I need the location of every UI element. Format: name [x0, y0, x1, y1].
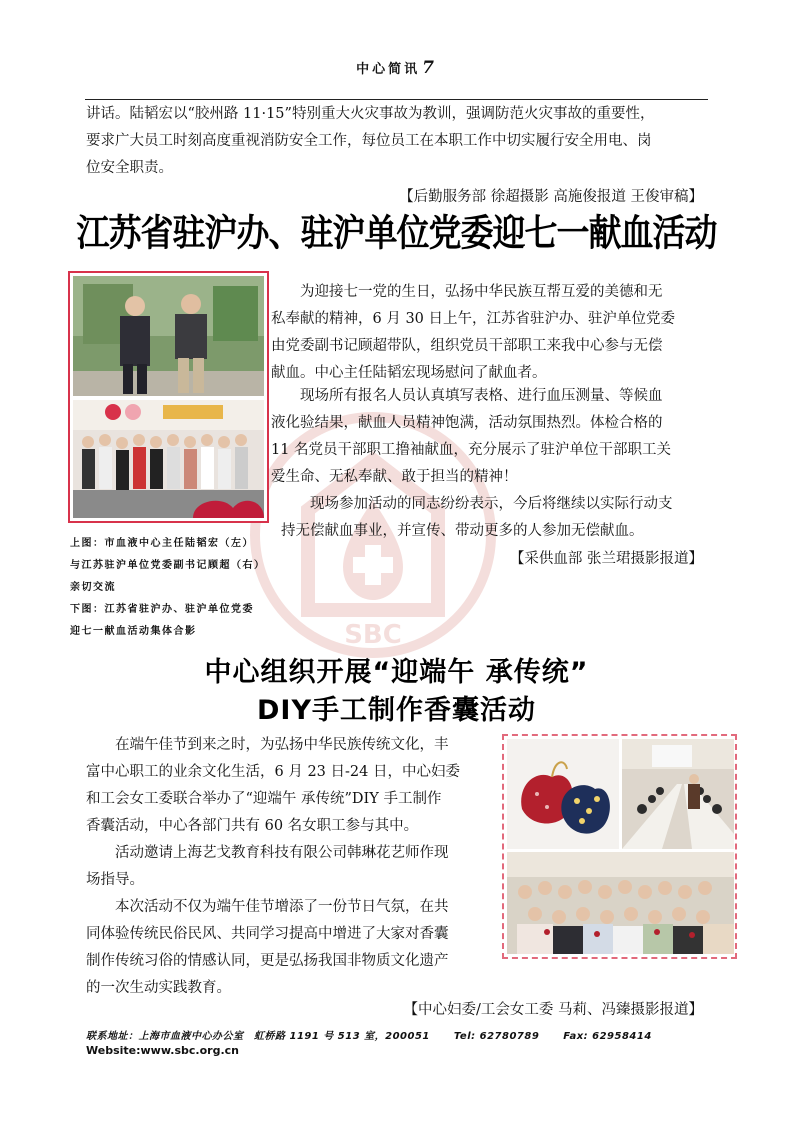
article3-line: 香囊活动，中心各部门共有 60 名女职工参与其中。 — [86, 818, 419, 834]
article3-paragraph-2 — [86, 840, 495, 894]
article3-paragraph-1 — [86, 732, 495, 840]
article3-line: 和工会女工委联合举办了“迎端午 承传统”DIY 手工制作 — [86, 791, 442, 807]
watermark-text: SBC — [344, 620, 402, 650]
caption-line: 亲切交流 — [70, 582, 116, 593]
article1-line: 要求广大员工时刻高度重视消防安全工作，每位员工在本职工作中切实履行安全用电、岗 — [86, 133, 652, 149]
article3-line: 同体验传统民俗民风、共同学习提高中增进了大家对香囊 — [86, 926, 449, 942]
group-photo — [73, 400, 264, 518]
article1-text — [86, 101, 708, 182]
page-header — [0, 58, 793, 78]
article2-line: 献血。中心主任陆韬宏现场慰问了献血者。 — [271, 365, 547, 381]
article3-title-line-1: 中心组织开展“迎端午 承传统” — [204, 657, 589, 688]
footer-fax: Fax: 62958414 — [563, 1031, 652, 1042]
article2-paragraph-2 — [271, 383, 707, 491]
footer-contact — [86, 1027, 676, 1042]
article2-line: 爱生命、无私奉献、敢于担当的精神！ — [271, 469, 518, 485]
article2-paragraph-3 — [281, 491, 707, 545]
article2-title: 江苏省驻沪办、驻沪单位党委迎七一献血活动 — [76, 210, 717, 255]
article3-line: 在端午佳节到来之时，为弘扬中华民族传统文化，丰 — [115, 737, 449, 753]
article2-line: 现场所有报名人员认真填写表格、进行血压测量、等候血 — [300, 388, 663, 404]
article2-photo-caption — [70, 533, 270, 643]
group-sachet-photo — [507, 852, 734, 954]
meeting-photo — [73, 276, 264, 396]
caption-line: 上图：市血液中心主任陆韬宏（左） — [70, 538, 254, 549]
article2-line: 为迎接七一党的生日，弘扬中华民族互帮互爱的美德和无 — [300, 284, 663, 300]
header-title: 中心简讯 — [356, 62, 421, 77]
article1-line: 位安全职责。 — [86, 160, 173, 176]
article2-line: 液化验结果，献血人员精神饱满，活动氛围热烈。体检合格的 — [271, 415, 663, 431]
article3-line: 本次活动不仅为端午佳节增添了一份节日气氛，在共 — [115, 899, 449, 915]
article3-photo-collage — [502, 734, 737, 959]
article3-title-line-2: DIY手工制作香囊活动 — [256, 695, 536, 726]
workshop-photo — [622, 739, 734, 849]
article3-paragraph-3 — [86, 894, 495, 1002]
article3-line: 的一次生动实践教育。 — [86, 980, 231, 996]
article2-line: 由党委副书记顾超带队，组织党员干部职工来我中心参与无偿 — [271, 338, 663, 354]
article2-line: 持无偿献血事业，并宣传、带动更多的人参加无偿献血。 — [281, 523, 644, 539]
footer-tel: Tel: 62780789 — [453, 1031, 540, 1042]
header-divider — [85, 99, 708, 100]
article3-line: 场指导。 — [86, 872, 144, 888]
caption-line: 与江苏驻沪单位党委副书记顾超（右） — [70, 560, 266, 571]
article3-credit: 【中心妇委/工会女工委 马莉、冯臻摄影报道】 — [403, 1002, 703, 1018]
sachet-photo — [507, 739, 619, 849]
article2-credit: 【采供血部 张兰珺摄影报道】 — [509, 551, 703, 567]
article3-line: 富中心职工的业余文化生活，6 月 23 日-24 日，中心妇委 — [86, 764, 460, 780]
footer-website[interactable]: Website:www.sbc.org.cn — [86, 1044, 239, 1057]
caption-line: 下图：江苏省驻沪办、驻沪单位党委 — [70, 604, 254, 615]
article3-line: 制作传统习俗的情感认同，更是弘扬我国非物质文化遗产 — [86, 953, 449, 969]
article1-credit: 【后勤服务部 徐超摄影 高施俊报道 王俊审稿】 — [399, 189, 703, 205]
article2-line: 11 名党员干部职工撸袖献血，充分展示了驻沪单位干部职工关 — [271, 442, 672, 458]
article2-photo-frame — [68, 271, 269, 523]
article3-line: 活动邀请上海艺戈教育科技有限公司韩琳花艺师作现 — [115, 845, 449, 861]
footer-address: 联系地址：上海市血液中心办公室 虹桥路 1191 号 513 室，200051 — [86, 1031, 430, 1042]
caption-line: 迎七一献血活动集体合影 — [70, 626, 197, 637]
article2-line: 现场参加活动的同志纷纷表示，今后将继续以实际行动支 — [310, 496, 673, 512]
article2-line: 私奉献的精神，6 月 30 日上午，江苏省驻沪办、驻沪单位党委 — [271, 311, 676, 327]
page-number: 7 — [422, 58, 437, 78]
article2-paragraph-1 — [271, 279, 707, 387]
article1-line: 讲话。陆韬宏以“胶州路 11·15”特别重大火灾事故为教训，强调防范火灾事故的重要性， — [86, 106, 655, 122]
